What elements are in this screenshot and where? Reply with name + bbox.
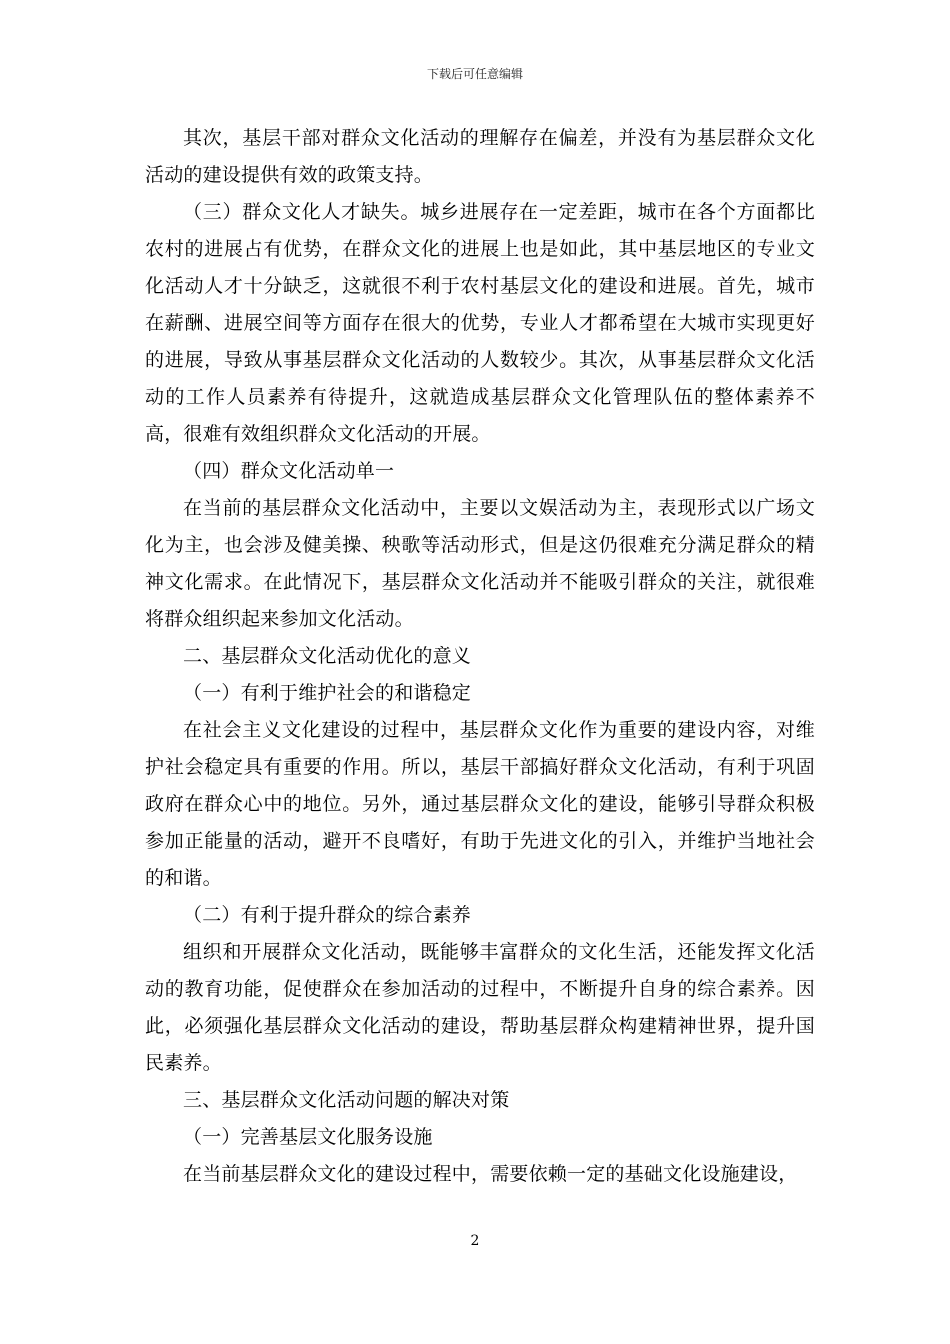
paragraph: 组织和开展群众文化活动，既能够丰富群众的文化生活，还能发挥文化活动的教育功能，促使群众在参加活动的过程中，不断提升自身的综合素养。因此，必须强化基层群众文化活动的建设，帮助基层群众构建精神世界，提升国民素养。: [145, 941, 815, 1074]
page-header: 下载后可任意编辑: [426, 67, 523, 81]
paragraph: （三）群众文化人才缺失。城乡进展存在一定差距，城市在各个方面都比农村的进展占有优势，在群众文化的进展上也是如此，其中基层地区的专业文化活动人才十分缺乏，这就很不利于农村基层文化的建设和进展。首先，城市在薪酬、进展空间等方面存在很大的优势，专业人才都希望在大城市实现更好的进展，导致从事基层群众文化活动的人数较少。其次，从事基层群众文化活动的工作人员素养有待提升，这就造成基层群众文化管理队伍的整体素养不高，很难有效组织群众文化活动的开展。: [145, 201, 815, 445]
paragraph: 在社会主义文化建设的过程中，基层群众文化作为重要的建设内容，对维护社会稳定具有重要的作用。所以，基层干部搞好群众文化活动，有利于巩固政府在群众心中的地位。另外，通过基层群众文化的建设，能够引导群众积极参加正能量的活动，避开不良嗜好，有助于先进文化的引入，并维护当地社会的和谐。: [145, 719, 815, 889]
subsection-heading: （一）完善基层文化服务设施: [183, 1126, 433, 1148]
paragraph: 其次，基层干部对群众文化活动的理解存在偏差，并没有为基层群众文化活动的建设提供有效的政策支持。: [145, 127, 815, 186]
section-heading: （四）群众文化活动单一: [183, 460, 395, 482]
page-number: 2: [470, 1233, 480, 1249]
section-heading: 三、基层群众文化活动问题的解决对策: [183, 1089, 510, 1111]
subsection-heading: （二）有利于提升群众的综合素养: [183, 904, 472, 926]
paragraph: 在当前基层群众文化的建设过程中，需要依赖一定的基础文化设施建设，: [183, 1163, 798, 1185]
section-heading: 二、基层群众文化活动优化的意义: [183, 645, 472, 667]
document-body: [145, 120, 815, 1193]
paragraph: 在当前的基层群众文化活动中，主要以文娱活动为主，表现形式以广场文化为主，也会涉及健美操、秧歌等活动形式，但是这仍很难充分满足群众的精神文化需求。在此情况下，基层群众文化活动并不能吸引群众的关注，就很难将群众组织起来参加文化活动。: [145, 497, 815, 630]
subsection-heading: （一）有利于维护社会的和谐稳定: [183, 682, 472, 704]
